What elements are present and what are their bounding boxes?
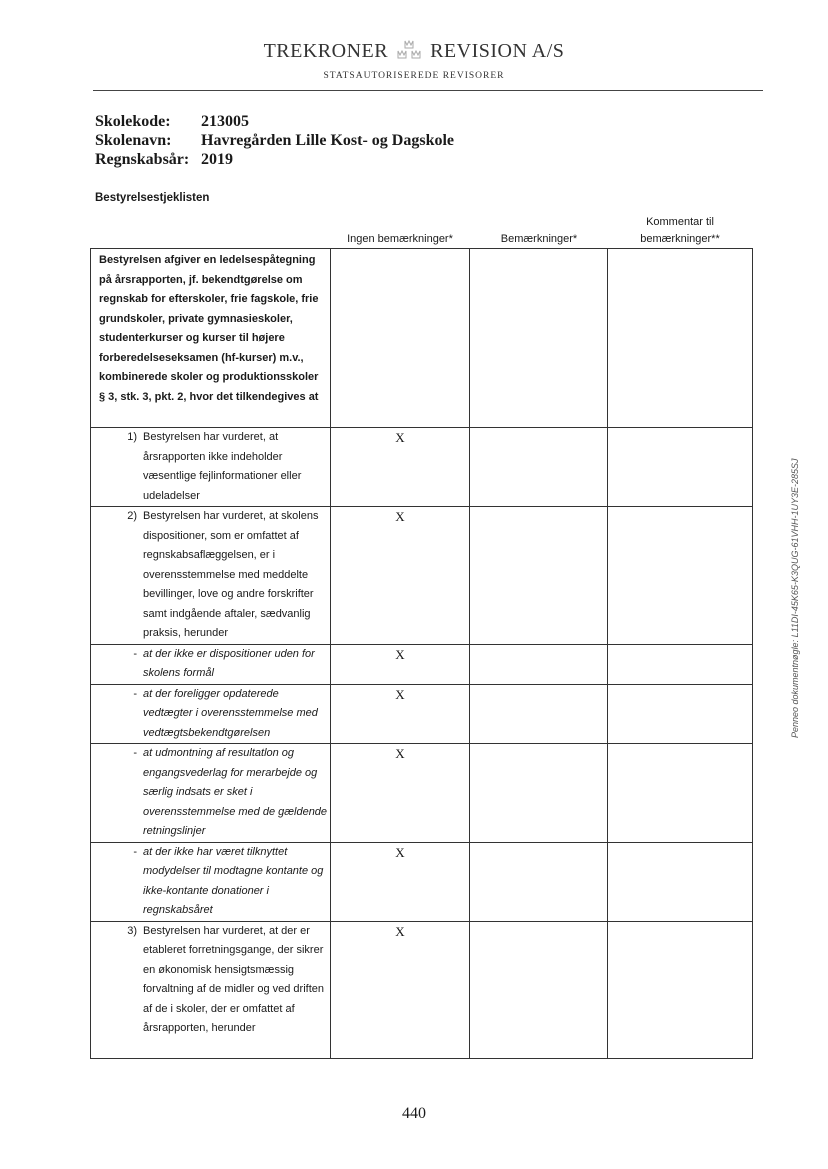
info-label: Skolekode:	[95, 113, 171, 130]
tagline: STATSAUTORISEREDE REVISORER	[323, 71, 505, 81]
page-number: 440	[402, 1105, 426, 1122]
item-number: -	[133, 687, 137, 700]
info-row-year	[95, 150, 454, 169]
item-text: at der ikke er dispositioner uden for skolens formål	[143, 647, 315, 679]
info-label: Regnskabsår:	[95, 151, 190, 168]
checkmark-x: X	[395, 746, 405, 761]
info-value: 213005	[201, 113, 249, 130]
section-title: Bestyrelsestjeklisten	[95, 192, 210, 204]
info-row-name	[95, 131, 454, 150]
item-text: Bestyrelsen har vurderet, at skolens dispositioner, som er omfattet af regnskabsaflæggelsen, er i overensstemmelse med meddelte bevillinger, love og andre forskrifter samt indgående aftaler, sædvanlig praksis, herunder	[143, 510, 319, 639]
info-row-code	[95, 112, 454, 131]
table-row-intro	[91, 249, 753, 428]
letterhead	[0, 38, 828, 81]
item-number: 2)	[127, 510, 137, 522]
school-info	[95, 112, 454, 169]
info-value: 2019	[201, 151, 233, 168]
brand-line	[0, 38, 828, 64]
item-text: Bestyrelsen har vurderet, at der er etableret forretningsgange, der sikrer en økonomisk hensigtsmæssig forvaltning af de midler og ved driften af de i skoler, der er omfattet af årsrapporten, herunder	[143, 924, 324, 1034]
column-header-no-remarks: Ingen bemærkninger*	[347, 233, 453, 245]
table-row	[91, 644, 753, 684]
table-row	[91, 428, 753, 507]
table-row	[91, 507, 753, 645]
intro-text: Bestyrelsen afgiver en ledelsespåtegning på årsrapporten, jf. bekendtgørelse om regnskab for efterskoler, frie fagskole, frie grundskoler, private gymnasieskoler, studenterkurser og kurser til højere forberedelseseksamen (hf-kurser) m.v., kombinerede skoler og produktionsskoler § 3, stk. 3, pkt. 2, hvor det tilkendegives at	[99, 254, 319, 403]
header-divider	[93, 90, 763, 91]
item-number: 1)	[127, 431, 137, 443]
checklist-table	[90, 248, 753, 1059]
table-row	[91, 684, 753, 744]
info-value: Havregården Lille Kost- og Dagskole	[201, 132, 455, 149]
item-text: Bestyrelsen har vurderet, at årsrapporten ikke indeholder væsentlige fejlinformationer eller udeladelser	[143, 431, 302, 502]
item-text: at udmontning af resultatlon og engangsvederlag for merarbejde og særlig indsats er sket i overensstemmelse med de gældende retningslinjer	[143, 747, 328, 837]
item-number: -	[133, 845, 137, 858]
item-number: -	[133, 647, 137, 660]
checkmark-x: X	[395, 509, 405, 524]
three-crowns-icon	[396, 38, 422, 64]
item-text: at der ikke har været tilknyttet modydelser til modtagne kontante og ikke-kontante donationer i regnskabsåret	[143, 845, 324, 916]
checkmark-x: X	[395, 844, 405, 860]
item-number: -	[133, 747, 137, 759]
item-number: 3)	[127, 924, 137, 937]
table-row	[91, 842, 753, 921]
checkmark-x: X	[395, 646, 405, 662]
column-header-remarks: Bemærkninger*	[500, 233, 578, 245]
brand-right: REVISION A/S	[430, 39, 565, 62]
checkmark-x: X	[395, 430, 405, 445]
table-row	[91, 744, 753, 843]
checkmark-x: X	[395, 686, 405, 702]
info-label: Skolenavn:	[95, 132, 172, 149]
table-row	[91, 921, 753, 1058]
checkmark-x: X	[395, 923, 405, 939]
brand-left: TREKRONER	[263, 39, 389, 62]
column-header-comment: Kommentar til bemærkninger**	[640, 216, 720, 245]
item-text: at der foreligger opdaterede vedtægter i overensstemmelse med vedtægtsbekendtgørelsen	[143, 687, 318, 739]
penneo-document-key: Penneo dokumentnøgle: L11DI-45K65-K3QUG-61VHH-1UY3E-285SJ	[790, 458, 800, 738]
